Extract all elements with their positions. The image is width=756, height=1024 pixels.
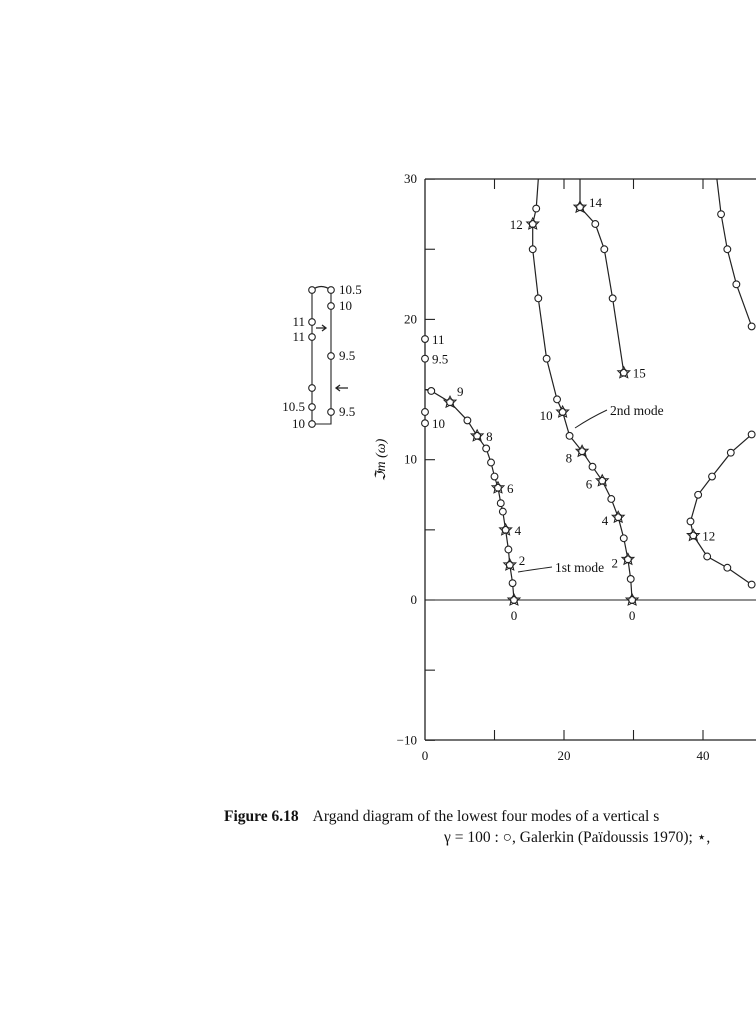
inset-point: [309, 385, 316, 392]
series-curve: [691, 434, 752, 584]
point-label: 6: [585, 476, 593, 492]
data-point: [543, 355, 550, 362]
data-point: [592, 221, 599, 228]
axis-point: [422, 355, 429, 362]
data-point: [709, 473, 716, 480]
inset-point: [328, 287, 335, 294]
caption-line-2: γ = 100 : ○, Galerkin (Païdoussis 1970); ⋆,: [444, 829, 711, 846]
data-point: [724, 564, 731, 571]
point-label: 9: [457, 384, 464, 400]
point-label: 6: [506, 480, 514, 496]
inset-left-label: 11: [292, 314, 305, 329]
y-tick-label: −10: [396, 732, 417, 748]
point-label: 4: [601, 513, 609, 529]
inset-left-label: 10.5: [282, 399, 305, 414]
data-point: [748, 323, 755, 330]
inset-diagram: [282, 282, 362, 431]
inset-point: [309, 334, 316, 341]
annotation-2nd-mode: 2nd mode: [610, 403, 664, 418]
figure-caption: [224, 806, 756, 852]
data-point: [566, 432, 573, 439]
inset-point: [328, 353, 335, 360]
data-point: [695, 491, 702, 498]
axis-point-label: 9.5: [432, 351, 449, 367]
data-point: [505, 546, 512, 553]
data-point: [620, 535, 627, 542]
point-label: 8: [486, 428, 493, 444]
axis-point-label: 10: [432, 416, 445, 432]
inset-arrow-right: [316, 325, 326, 331]
axis-point: [422, 409, 429, 416]
axis-point-label: 11: [432, 332, 445, 348]
data-point: [733, 281, 740, 288]
inset-point: [309, 319, 316, 326]
data-point: [727, 449, 734, 456]
point-label: 14: [588, 195, 602, 211]
data-point: [529, 246, 536, 253]
inset-point: [309, 404, 316, 411]
inset-right-label: 9.5: [339, 348, 356, 363]
data-point: [464, 417, 471, 424]
y-tick-label: 30: [404, 171, 417, 187]
data-marks: [422, 179, 755, 623]
data-point: [627, 576, 634, 583]
data-point: [601, 246, 608, 253]
data-point: [718, 211, 725, 218]
point-label: 2: [611, 555, 618, 571]
point-label: 12: [509, 216, 523, 232]
caption-line-1: Argand diagram of the lowest four modes of a vertical s: [312, 808, 660, 825]
point-label: 10: [539, 407, 553, 423]
leader-2nd-mode: [575, 410, 607, 428]
x-tick-label: 20: [557, 748, 571, 763]
data-point: [488, 459, 495, 466]
data-point: [589, 463, 596, 470]
inset-left-label: 10: [292, 416, 305, 431]
point-label: 12: [702, 528, 716, 544]
inset-arrow-left: [336, 385, 348, 391]
data-point: [687, 518, 694, 525]
data-point: [428, 388, 435, 395]
x-tick-label: 40: [696, 748, 710, 763]
plot-axes: [397, 171, 756, 763]
data-point: [748, 431, 755, 438]
axis-point: [422, 336, 429, 343]
annotation-1st-mode: 1st mode: [555, 560, 605, 575]
data-point: [509, 580, 516, 587]
data-point: [499, 508, 506, 515]
axis-point: [422, 420, 429, 427]
data-point: [724, 246, 731, 253]
inset-left-label: 11: [292, 329, 305, 344]
data-point: [491, 473, 498, 480]
series-curve: [533, 179, 632, 600]
figure-number: Figure 6.18: [224, 808, 299, 825]
y-tick-label: 20: [404, 311, 417, 327]
point-label: 4: [514, 522, 522, 538]
point-label: 0: [510, 608, 518, 623]
x-tick-label: 0: [421, 748, 429, 763]
inset-point: [309, 287, 316, 294]
inset-point: [328, 409, 335, 416]
inset-right-label: 10: [339, 298, 352, 313]
data-point: [535, 295, 542, 302]
data-point: [609, 295, 616, 302]
inset-point: [328, 303, 335, 310]
inset-point: [309, 421, 316, 428]
data-point: [533, 205, 540, 212]
data-point: [748, 581, 755, 588]
data-point: [497, 500, 504, 507]
y-tick-label: 0: [410, 592, 417, 607]
inset-right-label: 9.5: [339, 404, 356, 419]
data-point: [704, 553, 711, 560]
point-label: 2: [518, 552, 526, 568]
point-label: 15: [632, 365, 646, 381]
data-point: [483, 445, 490, 452]
data-point: [554, 396, 561, 403]
point-label: 0: [628, 608, 636, 623]
point-label: 8: [565, 450, 573, 466]
inset-right-label: 10.5: [339, 282, 362, 297]
y-tick-label: 10: [404, 451, 417, 467]
series-curve: [717, 179, 752, 326]
data-point: [608, 496, 615, 503]
y-axis-label: ℑm (ω): [374, 438, 389, 482]
